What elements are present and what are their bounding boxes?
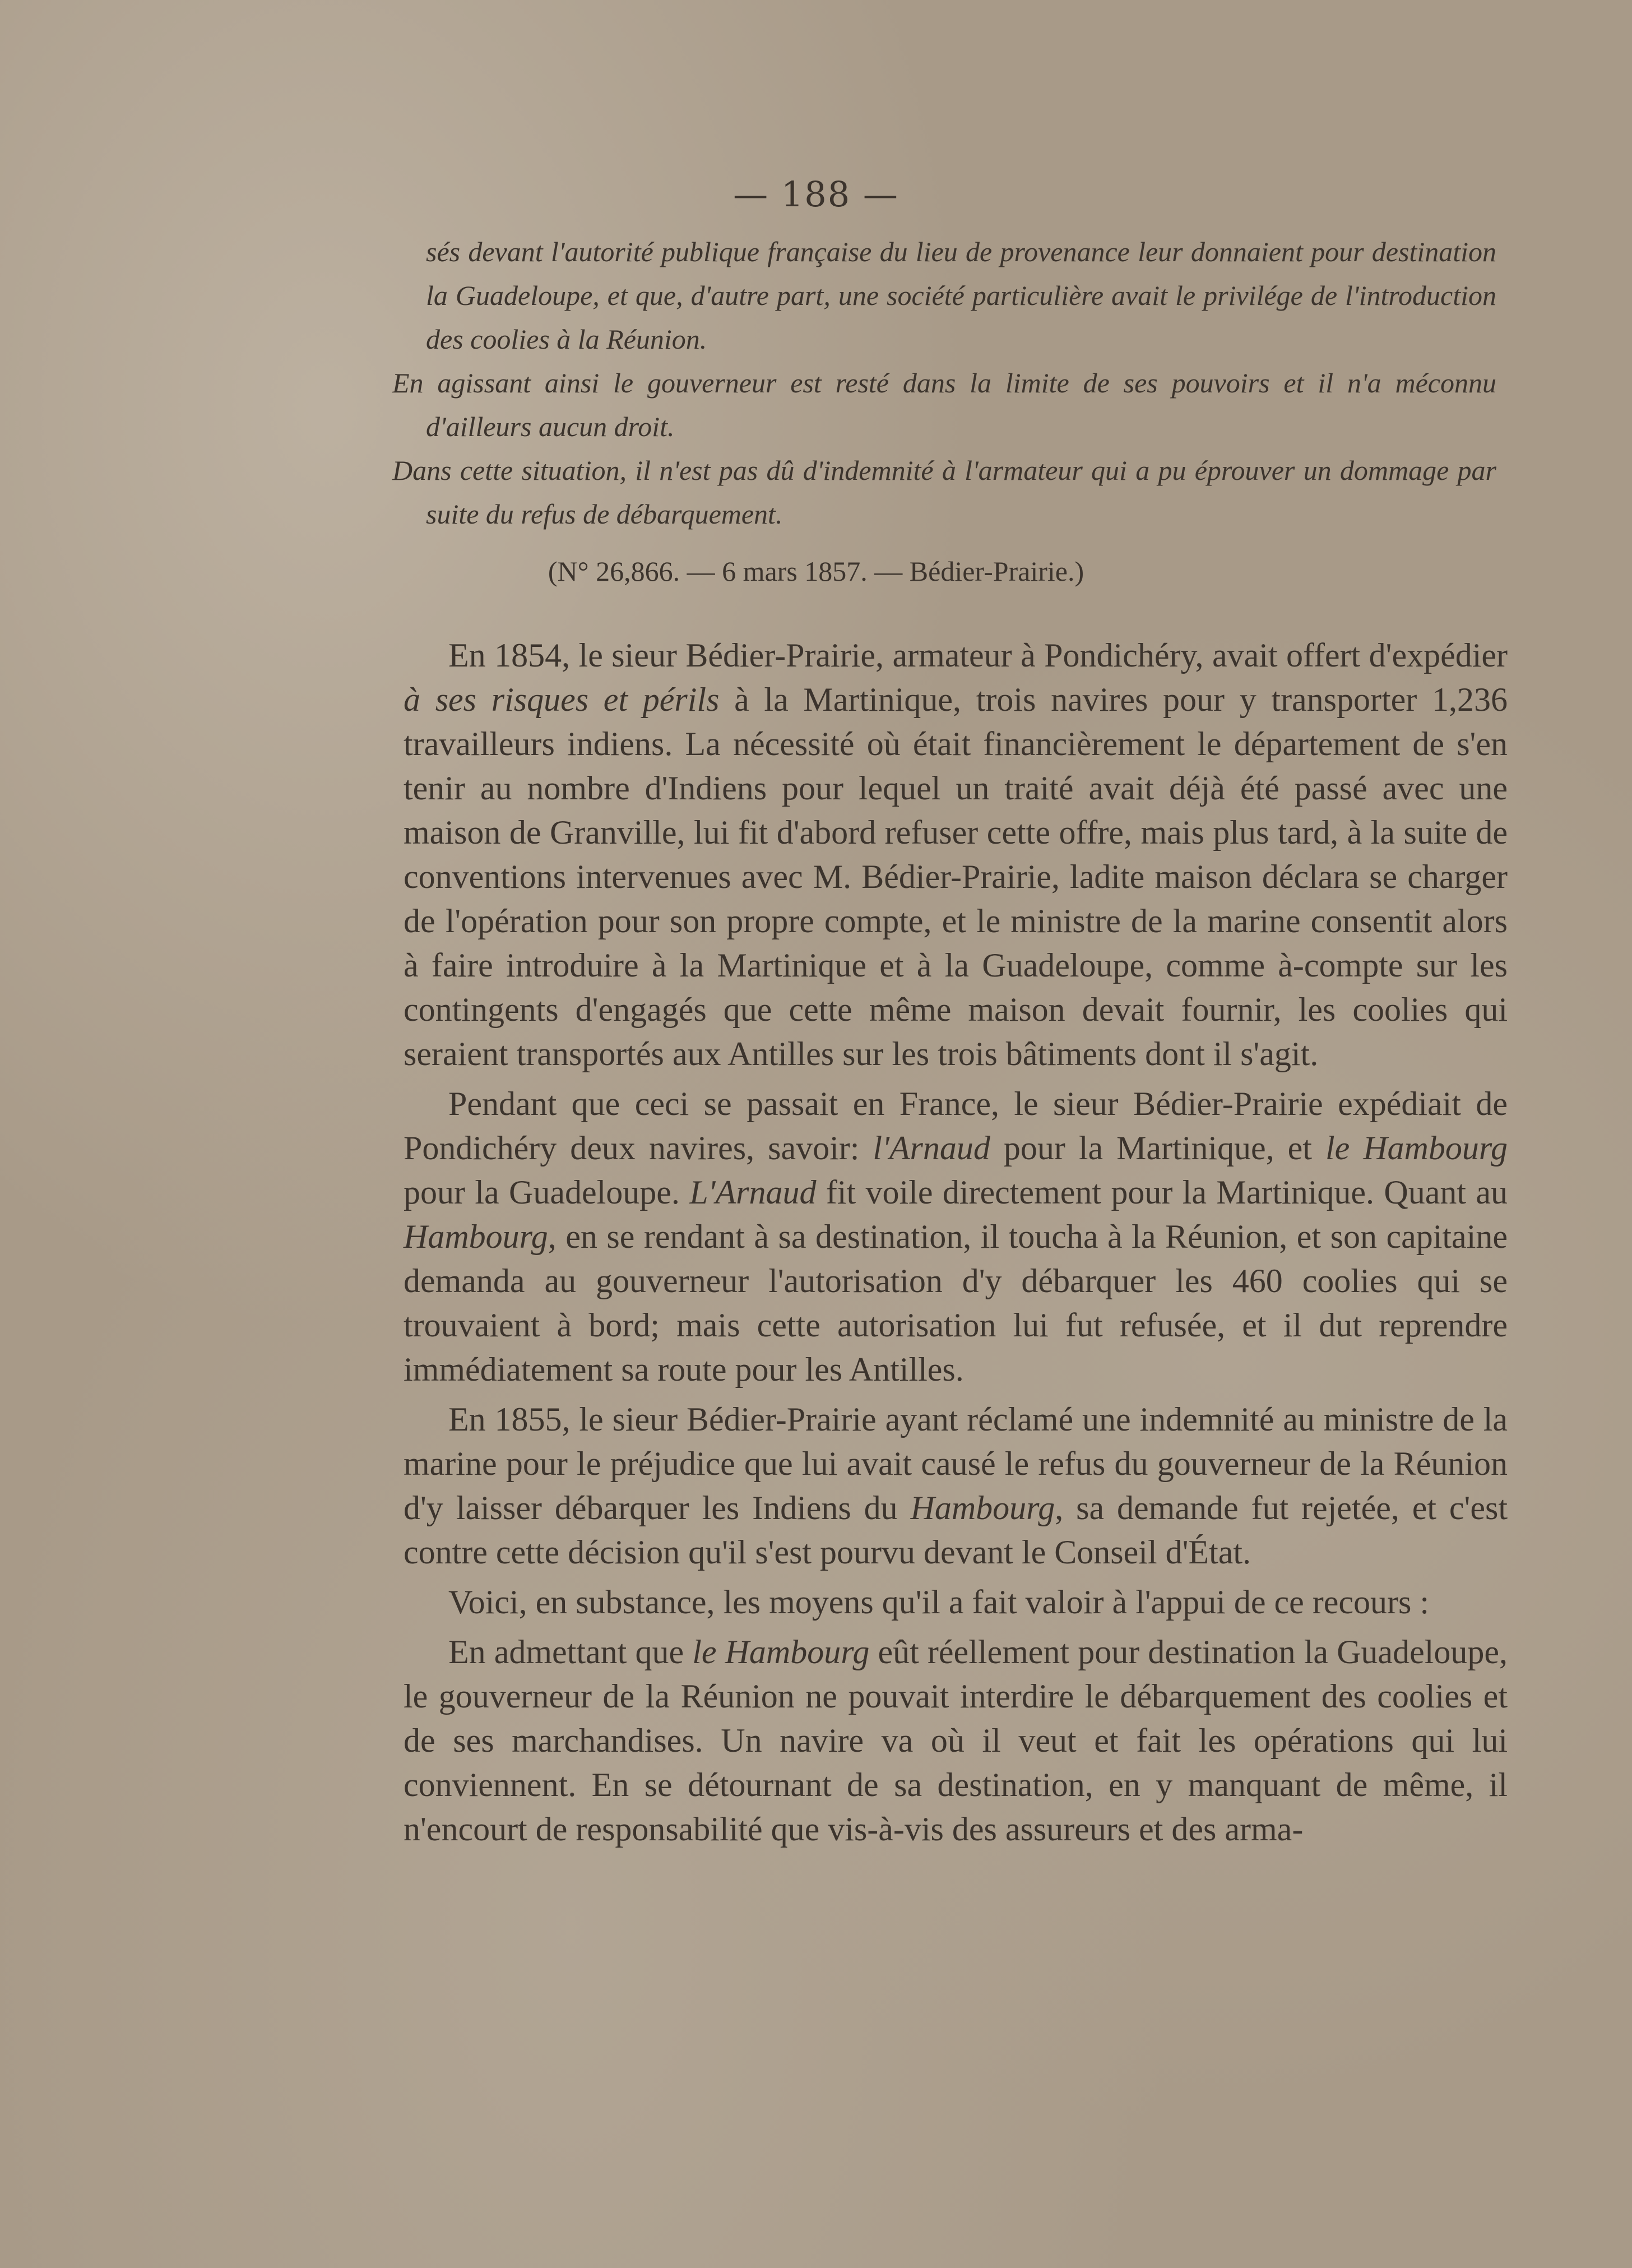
- ship-name-hambourg: Hambourg: [404, 1218, 548, 1255]
- body-paragraph: [404, 1397, 1508, 1575]
- ship-name-arnaud: L'Arnaud: [689, 1174, 817, 1211]
- summary-paragraph: Dans cette situation, il n'est pas dû d'indemnité à l'armateur qui a pu éprouver un dommage par suite du refus de débarquement.: [392, 455, 1496, 530]
- text-span: En admettant que: [448, 1633, 693, 1670]
- text-span: eût réellement pour destination la Guadeloupe, le gouverneur de la Réunion ne pouvait interdire le débarquement des coolies et de ses marchandises. Un navire va où il veut et fait les opérations qui lui conviennent. En se détournant de sa destination, en y manquant de même, il n'encourt de responsabilité que vis-à-vis des assureurs et des arma-: [404, 1633, 1508, 1848]
- text-span: , sa demande fut rejetée, et c'est contre cette décision qu'il s'est pourvu devant le Conseil d'État.: [404, 1489, 1508, 1571]
- ship-name-hambourg: le Hambourg: [692, 1633, 870, 1670]
- text-span: pour la Guadeloupe.: [404, 1174, 690, 1211]
- body-paragraph: [404, 1630, 1508, 1852]
- text-span: Voici, en substance, les moyens qu'il a fait valoir à l'appui de ce recours :: [448, 1584, 1429, 1621]
- italic-span: à ses risques et périls: [404, 681, 720, 718]
- body-text: [404, 633, 1508, 1857]
- text-span: En 1854, le sieur Bédier-Prairie, armateur à Pondichéry, avait offert d'expédier: [448, 637, 1508, 674]
- ship-name-arnaud: l'Arnaud: [873, 1130, 990, 1167]
- body-paragraph: [404, 1082, 1508, 1392]
- ship-name-hambourg: Hambourg: [910, 1489, 1055, 1526]
- text-span: Pendant que ceci se passait en France, le sieur Bédier-Prairie expédiait de Pondichéry deux navires, savoir:: [404, 1085, 1508, 1167]
- decision-summary: [392, 230, 1496, 536]
- text-span: , en se rendant à sa destination, il toucha à la Réunion, et son capitaine demanda au gouverneur l'autorisation d'y débarquer les 460 coolies qui se trouvaient à bord; mais cette autorisation lui fut refusée, et il dut reprendre immédiatement sa route pour les Antilles.: [404, 1218, 1508, 1388]
- text-span: à la Martinique, trois navires pour y transporter 1,236 travailleurs indiens. La nécessité où était financièrement le département de s'en tenir au nombre d'Indiens pour lequel un traité avait déjà été passé avec une maison de Granville, lui fit d'abord refuser cette offre, mais plus tard, à la suite de conventions intervenues avec M. Bédier-Prairie, ladite maison déclara se charger de l'opération pour son propre compte, et le ministre de la marine consentit alors à faire introduire à la Martinique et à la Guadeloupe, comme à-compte sur les contingents d'engagés que cette même maison devait fournir, les coolies qui seraient transportés aux Antilles sur les trois bâtiments dont il s'agit.: [404, 681, 1508, 1072]
- text-span: pour la Martinique, et: [990, 1130, 1325, 1167]
- case-reference: (N° 26,866. — 6 mars 1857. — Bédier-Prairie.): [548, 556, 1084, 587]
- ship-name-hambourg: le Hambourg: [1325, 1130, 1508, 1167]
- body-paragraph: [404, 633, 1508, 1076]
- body-paragraph: [404, 1580, 1508, 1624]
- text-span: En 1855, le sieur Bédier-Prairie ayant réclamé une indemnité au ministre de la marine pour le préjudice que lui avait causé le refus du gouverneur de la Réunion d'y laisser débarquer les Indiens du: [404, 1401, 1508, 1526]
- summary-paragraph: sés devant l'autorité publique française du lieu de provenance leur donnaient pour destination la Guadeloupe, et que, d'autre part, une société particulière avait le privilége de l'introduction des coolies à la Réunion.: [426, 236, 1496, 355]
- summary-paragraph: En agissant ainsi le gouverneur est resté dans la limite de ses pouvoirs et il n'a méconnu d'ailleurs aucun droit.: [392, 367, 1496, 442]
- text-span: fit voile directement pour la Martinique. Quant au: [816, 1174, 1508, 1211]
- page-number: — 188 —: [733, 174, 899, 215]
